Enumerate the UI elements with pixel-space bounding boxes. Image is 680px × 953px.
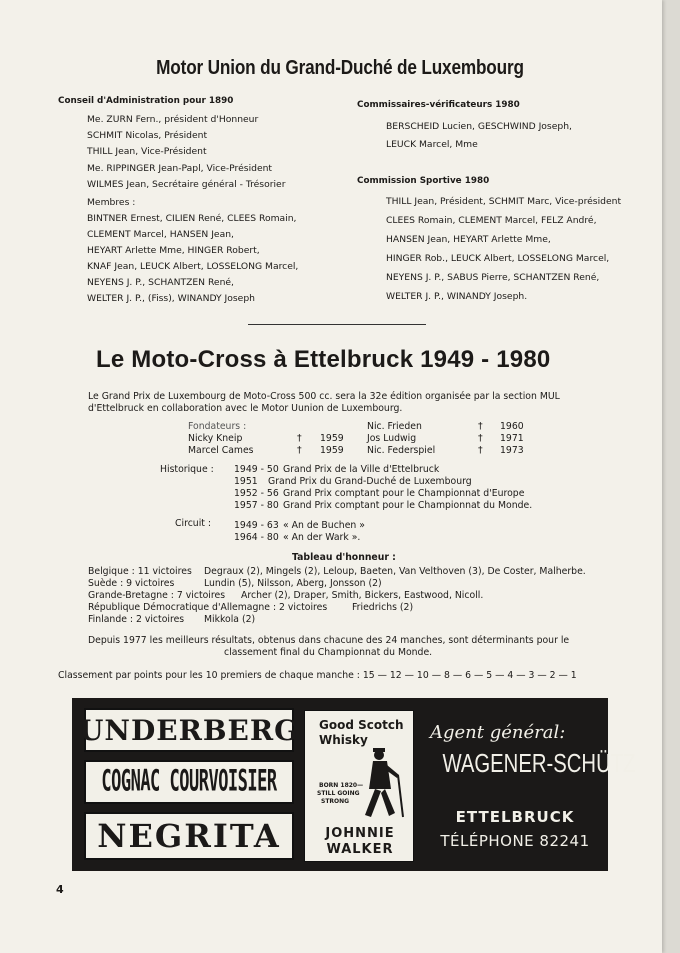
fondateur-name: Nic. Frieden xyxy=(367,421,422,432)
page-number: 4 xyxy=(56,883,64,896)
circuit-text: « An der Wark ». xyxy=(283,532,361,543)
fondateur-name: Nicky Kneip xyxy=(188,433,243,444)
circuit-text: « An de Buchen » xyxy=(283,520,365,531)
commission-line: HANSEN Jean, HEYART Arlette Mme, xyxy=(386,234,551,245)
conseil-line: WILMES Jean, Secrétaire général - Trésorier xyxy=(87,179,286,190)
walker-name: JOHNNIE xyxy=(325,826,395,841)
advertisement xyxy=(72,698,636,871)
membre-line: NEYENS J. P., SCHANTZEN René, xyxy=(87,277,234,288)
conseil-line: THILL Jean, Vice-Président xyxy=(87,146,207,157)
agent-label: Agent général: xyxy=(430,722,566,743)
conseil-line: SCHMIT Nicolas, Président xyxy=(87,130,208,141)
honneur-country: Belgique : 11 victoires xyxy=(88,566,192,577)
membres-label: Membres : xyxy=(87,197,136,208)
walker-born: STILL GOING xyxy=(317,790,360,797)
historique-label: Historique : xyxy=(160,464,214,475)
cross-icon: † xyxy=(478,445,483,456)
cross-icon: † xyxy=(297,433,302,444)
section-divider xyxy=(248,324,426,325)
underberg-box xyxy=(78,708,300,752)
circuit-years: 1949 - 63 xyxy=(234,520,279,531)
honneur-riders: Archer (2), Draper, Smith, Bickers, Eastwood, Nicoll. xyxy=(241,590,484,601)
commission-heading: Commission Sportive 1980 xyxy=(357,176,490,186)
fondateur-year: 1959 xyxy=(320,433,344,444)
circuit-label: Circuit : xyxy=(175,518,212,529)
fondateurs-label: Fondateurs : xyxy=(188,421,247,432)
commission-line: THILL Jean, Président, SCHMIT Marc, Vice-président xyxy=(386,196,622,207)
circuit-years: 1964 - 80 xyxy=(234,532,279,543)
historique-years: 1957 - 80 xyxy=(234,500,279,511)
membre-line: WELTER J. P., (Fiss), WINANDY Joseph xyxy=(87,293,255,304)
historique-text: Grand Prix comptant pour le Championnat du Monde. xyxy=(283,500,533,511)
historique-years: 1951 xyxy=(234,476,258,487)
motocross-title: Le Moto-Cross à Ettelbruck 1949 - 1980 xyxy=(96,346,551,373)
fondateur-year: 1960 xyxy=(500,421,524,432)
negrita-logo: NEGRITA xyxy=(97,817,281,855)
honneur-riders: Lundin (5), Nilsson, Aberg, Jonsson (2) xyxy=(204,578,382,589)
johnnie-walker-box xyxy=(304,710,414,862)
fondateur-year: 1971 xyxy=(500,433,524,444)
agent-phone: TÉLÉPHONE 82241 xyxy=(440,832,590,850)
conseil-heading: Conseil d'Administration pour 1890 xyxy=(58,96,234,106)
agent-name: WAGENER-SCHÜTZ xyxy=(442,748,636,778)
historique-text: Grand Prix comptant pour le Championnat d'Europe xyxy=(283,488,525,499)
walker-born: STRONG xyxy=(321,798,350,805)
underberg-logo: UNDERBERG xyxy=(78,713,300,747)
membre-line: CLEMENT Marcel, HANSEN Jean, xyxy=(87,229,234,240)
walker-name: WALKER xyxy=(326,842,394,857)
honneur-country: Finlande : 2 victoires xyxy=(88,614,185,625)
cross-icon: † xyxy=(297,445,302,456)
commissaires-line: BERSCHEID Lucien, GESCHWIND Joseph, xyxy=(386,121,572,132)
page-title: Motor Union du Grand-Duché de Luxembourg xyxy=(156,57,524,79)
commissaires-line: LEUCK Marcel, Mme xyxy=(386,139,478,150)
commission-line: WELTER J. P., WINANDY Joseph. xyxy=(386,291,528,302)
negrita-box xyxy=(84,812,294,860)
historique-text: Grand Prix de la Ville d'Ettelbruck xyxy=(283,464,440,475)
depuis-line: Depuis 1977 les meilleurs résultats, obtenus dans chacune des 24 manches, sont déterminants pour le xyxy=(88,635,570,646)
fondateur-name: Marcel Cames xyxy=(188,445,254,456)
conseil-line: Me. RIPPINGER Jean-Papl, Vice-Président xyxy=(87,163,273,174)
fondateur-name: Jos Ludwig xyxy=(367,433,417,444)
historique-years: 1949 - 50 xyxy=(234,464,279,475)
walker-headline: Whisky xyxy=(319,733,368,747)
historique-years: 1952 - 56 xyxy=(234,488,279,499)
fondateur-year: 1973 xyxy=(500,445,524,456)
membre-line: BINTNER Ernest, CILIEN René, CLEES Romain, xyxy=(87,213,297,224)
courvoisier-logo: COGNAC COURVOISIER xyxy=(101,765,277,799)
conseil-line: Me. ZURN Fern., président d'Honneur xyxy=(87,114,259,125)
honneur-country: Suède : 9 victoires xyxy=(88,578,175,589)
agent-panel xyxy=(422,698,636,871)
cross-icon: † xyxy=(478,433,483,444)
walker-headline: Good Scotch xyxy=(319,718,404,732)
honneur-riders: Friedrichs (2) xyxy=(352,602,414,613)
commission-line: CLEES Romain, CLEMENT Marcel, FELZ André, xyxy=(386,215,597,226)
membre-line: HEYART Arlette Mme, HINGER Robert, xyxy=(87,245,260,256)
courvoisier-box xyxy=(84,760,294,804)
tableau-title: Tableau d'honneur : xyxy=(292,552,396,563)
honneur-riders: Mikkola (2) xyxy=(204,614,256,625)
membre-line: KNAF Jean, LEUCK Albert, LOSSELONG Marcel, xyxy=(87,261,299,272)
agent-city: ETTELBRUCK xyxy=(455,808,575,826)
walker-born: BORN 1820— xyxy=(319,782,364,789)
honneur-riders: Degraux (2), Mingels (2), Leloup, Baeten, Van Velthoven (3), De Coster, Malherbe. xyxy=(204,566,586,577)
intro-line: Le Grand Prix de Luxembourg de Moto-Cross 500 cc. sera la 32e édition organisée par la section MUL xyxy=(88,391,560,402)
cross-icon: † xyxy=(478,421,483,432)
commissaires-heading: Commissaires-vérificateurs 1980 xyxy=(357,100,520,110)
commission-line: HINGER Rob., LEUCK Albert, LOSSELONG Marcel, xyxy=(386,253,610,264)
fondateur-year: 1959 xyxy=(320,445,344,456)
honneur-country: République Démocratique d'Allemagne : 2 victoires xyxy=(88,602,328,613)
commission-line: NEYENS J. P., SABUS Pierre, SCHANTZEN René, xyxy=(386,272,600,283)
fondateur-name: Nic. Federspiel xyxy=(367,445,436,456)
honneur-country: Grande-Bretagne : 7 victoires xyxy=(88,590,226,601)
intro-line: d'Ettelbruck en collaboration avec le Motor Uunion de Luxembourg. xyxy=(88,403,403,414)
historique-text: Grand Prix du Grand-Duché de Luxembourg xyxy=(268,476,472,487)
classement-line: Classement par points pour les 10 premiers de chaque manche : 15 — 12 — 10 — 8 — 6 — 5 — 4 — 3 — 2 — 1 xyxy=(58,670,577,681)
depuis-line: classement final du Championnat du Monde. xyxy=(224,647,433,658)
